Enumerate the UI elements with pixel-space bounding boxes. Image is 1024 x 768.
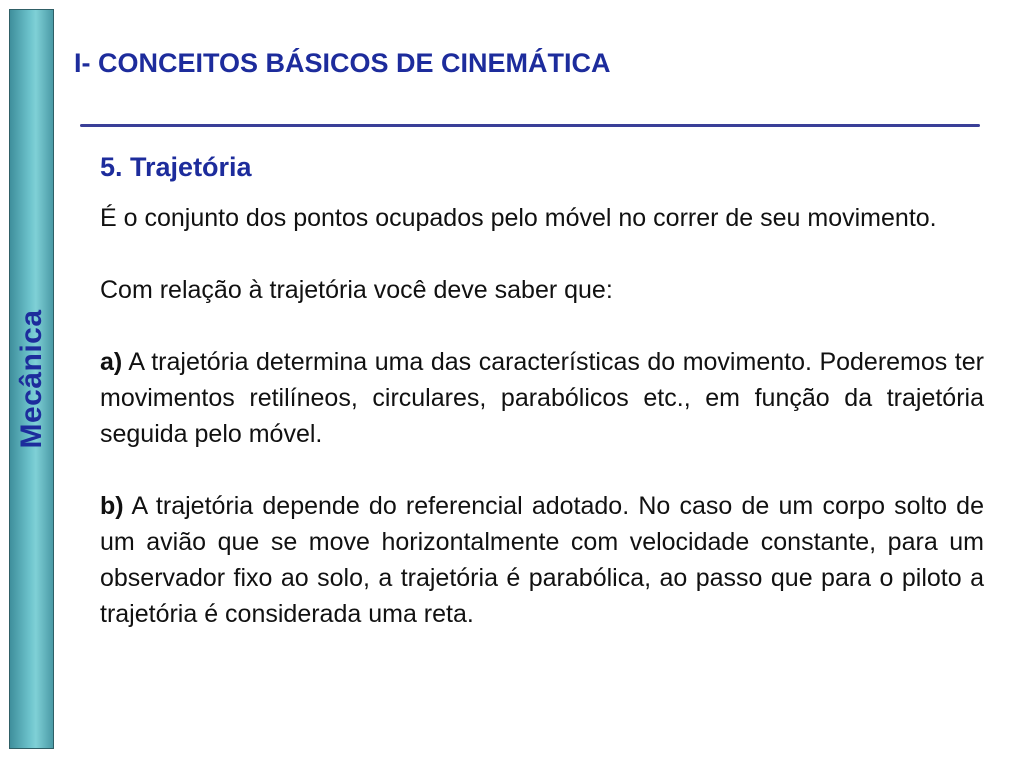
intro-paragraph: Com relação à trajetória você deve saber que: [100,276,613,304]
sidebar-band [9,9,54,749]
title-divider [80,124,980,127]
item-b-marker: b) [100,492,124,520]
item-b-text: A trajetória depende do referencial adotado. No caso de um corpo solto de um avião que se move horizontalmente com velocidade constante, para um observador fixo ao solo, a trajetória é parabólica, ao passo que para o piloto a trajetória é considerada uma reta. [100,492,984,628]
sidebar-label: Mecânica [14,309,48,449]
item-b-paragraph [100,488,984,632]
definition-paragraph: É o conjunto dos pontos ocupados pelo móvel no correr de seu movimento. [100,204,937,232]
slide-title: I- CONCEITOS BÁSICOS DE CINEMÁTICA [74,48,611,78]
item-a-marker: a) [100,348,123,376]
item-a-text: A trajetória determina uma das características do movimento. Poderemos ter movimentos retilíneos, circulares, parabólicos etc., em função da trajetória seguida pelo móvel. [100,348,984,448]
body-text [100,200,984,632]
item-a-paragraph [100,344,984,452]
section-heading: 5. Trajetória [100,152,252,182]
